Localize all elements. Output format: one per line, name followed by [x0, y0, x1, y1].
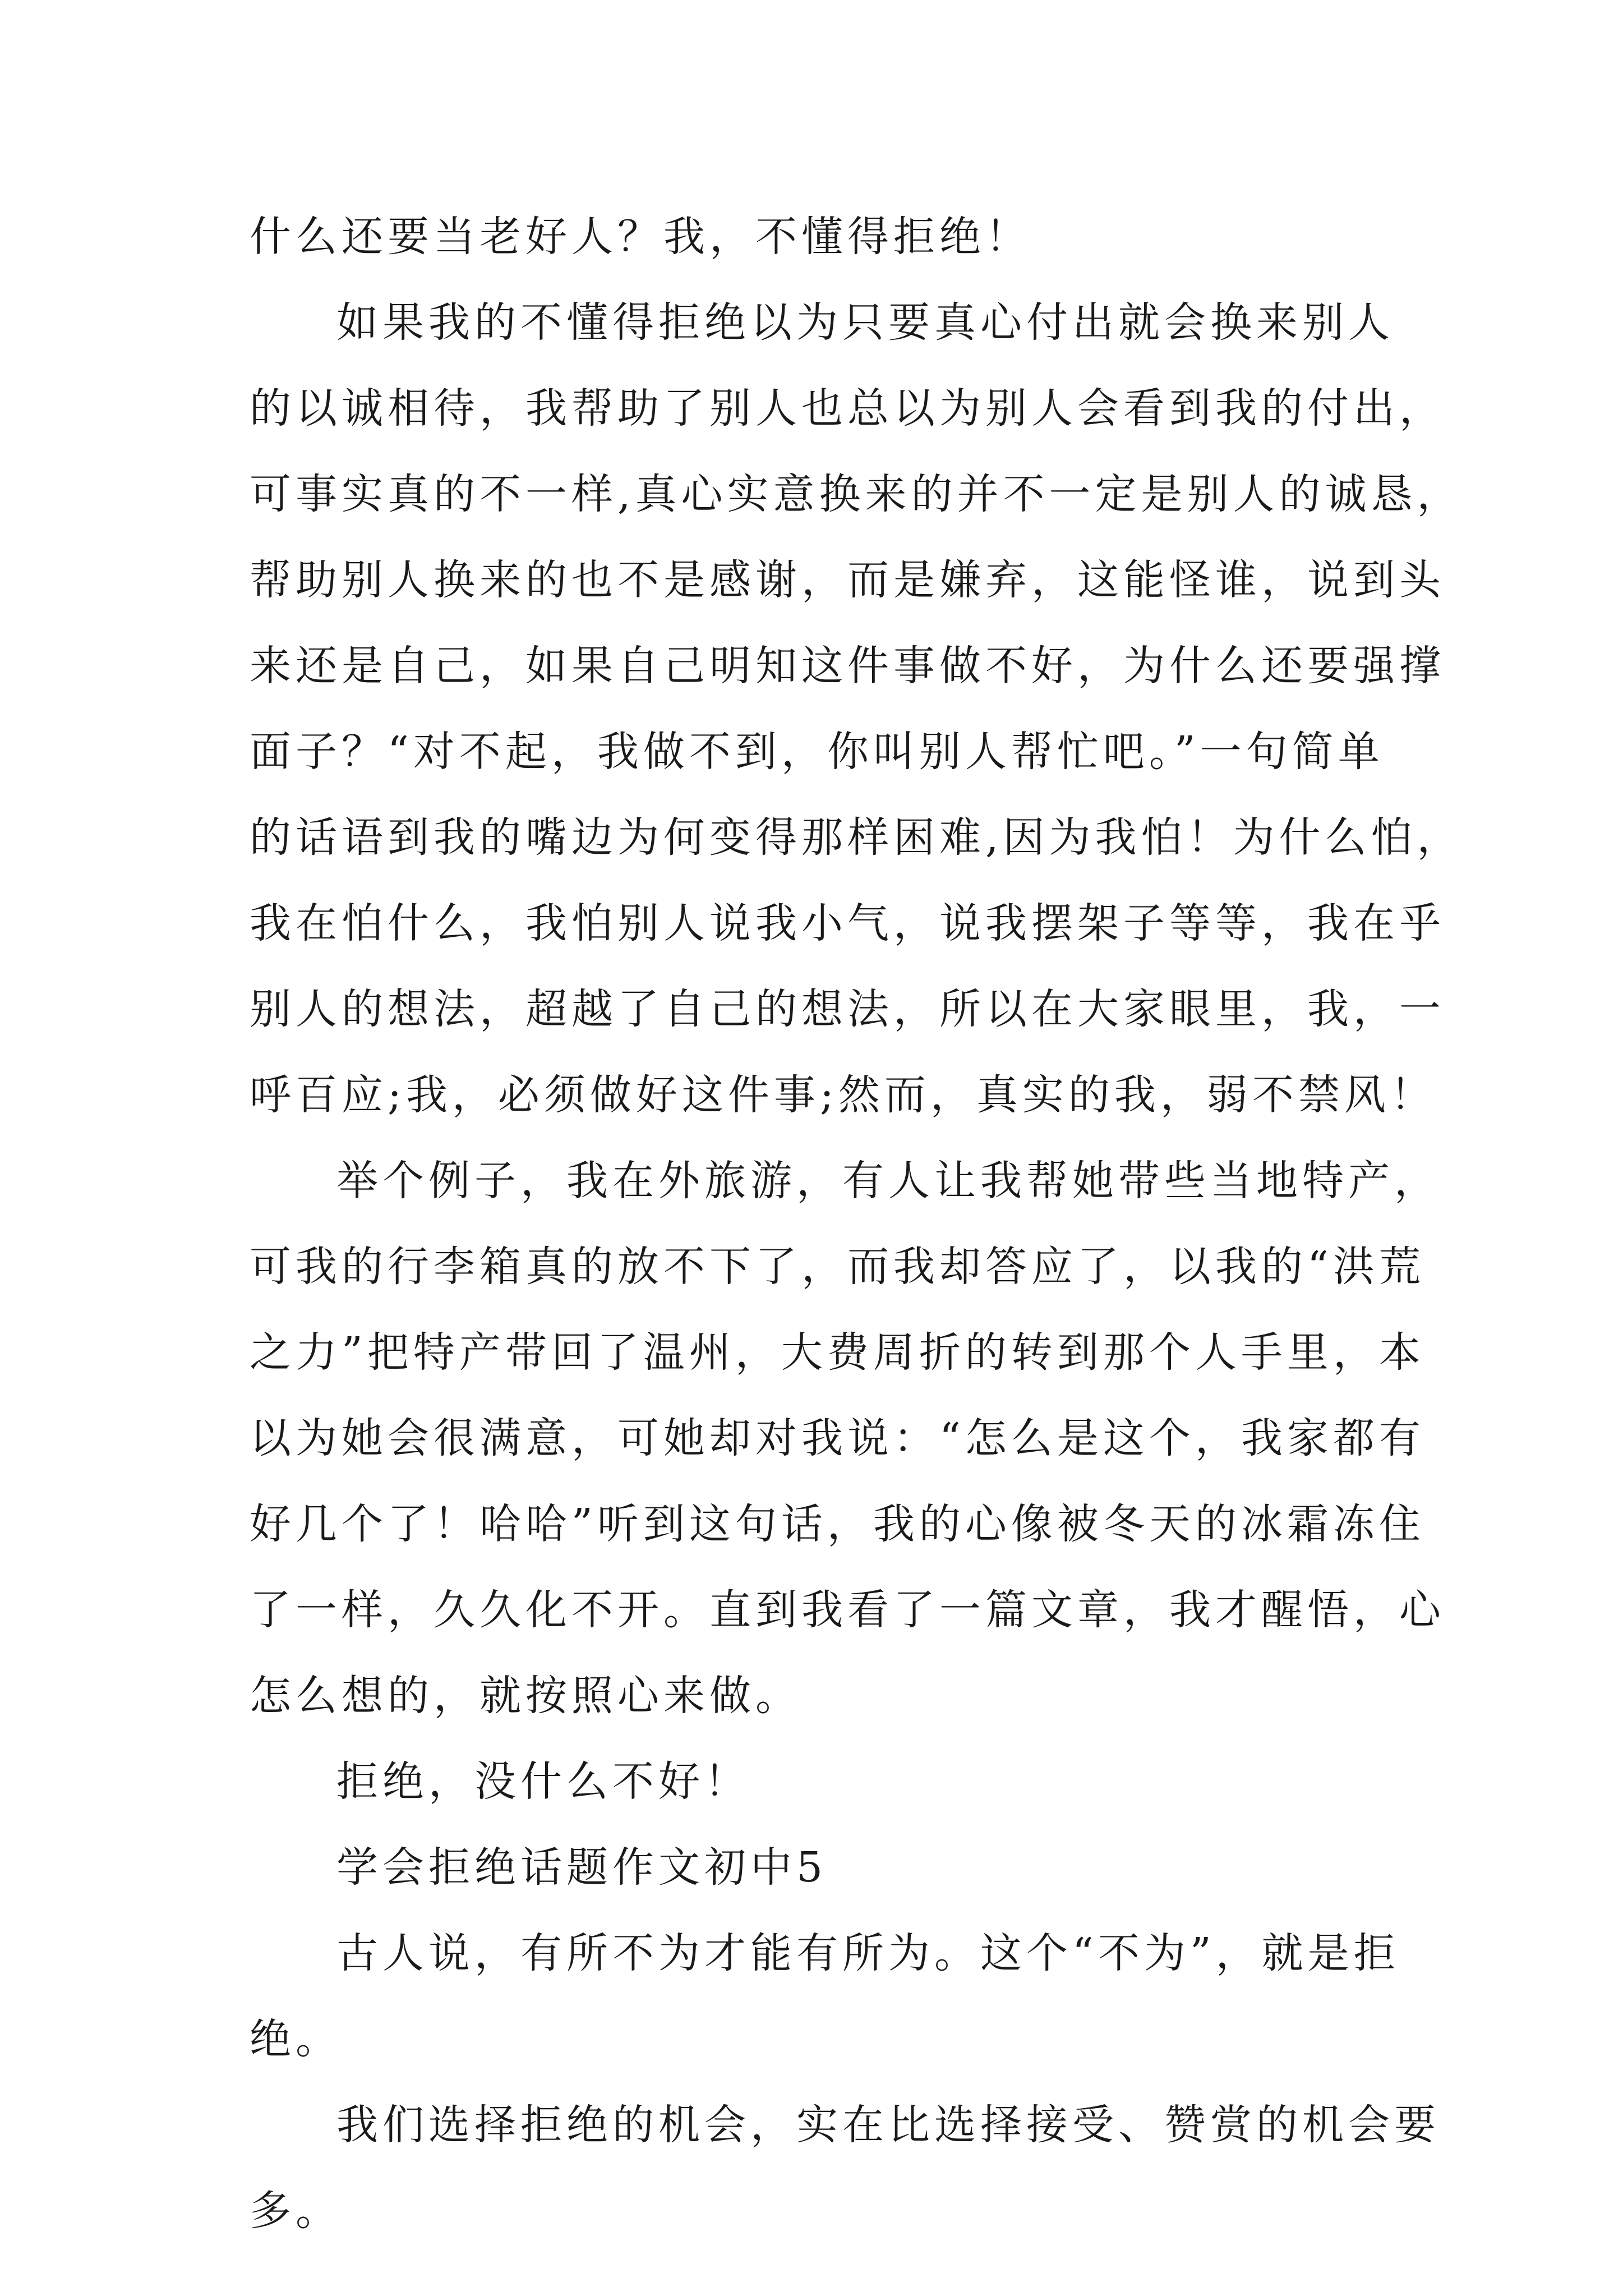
text-line: 好几个了！哈哈”听到这句话，我的心像被冬天的冰霜冻住 [250, 1500, 1425, 1548]
text-line: 可事实真的不一样,真心实意换来的并不一定是别人的诚恳， [250, 470, 1463, 518]
text-line: 绝。 [250, 2015, 342, 2063]
text-line: 多。 [250, 2187, 342, 2235]
text-line: 可我的行李箱真的放不下了，而我却答应了，以我的“洪荒 [250, 1243, 1425, 1291]
text-line: 来还是自己，如果自己明知这件事做不好，为什么还要强撑 [250, 642, 1445, 690]
text-line: 的话语到我的嘴边为何变得那样困难,因为我怕！为什么怕， [250, 813, 1463, 862]
text-line: 面子？“对不起，我做不到，你叫别人帮忙吧。”一句简单 [250, 728, 1384, 776]
text-line: 拒绝，没什么不好！ [336, 1757, 750, 1806]
text-line: 什么还要当老好人？我，不懂得拒绝！ [250, 213, 1031, 261]
text-line: 别人的想法，超越了自己的想法，所以在大家眼里，我，一 [250, 985, 1445, 1033]
section-heading: 学会拒绝话题作文初中5 [336, 1843, 828, 1892]
text-line: 怎么想的，就按照心来做。 [250, 1672, 801, 1720]
text-line: 了一样，久久化不开。直到我看了一篇文章，我才醒悟，心 [250, 1586, 1445, 1634]
text-line: 之力”把特产带回了温州，大费周折的转到那个人手里，本 [250, 1328, 1425, 1377]
text-line: 我们选择拒绝的机会，实在比选择接受、赞赏的机会要 [336, 2101, 1440, 2149]
text-line: 以为她会很满意，可她却对我说：“怎么是这个，我家都有 [250, 1414, 1425, 1462]
text-line: 古人说，有所不为才能有所为。这个“不为”，就是拒 [336, 1929, 1400, 1977]
text-line: 呼百应;我，必须做好这件事;然而，真实的我，弱不禁风！ [250, 1071, 1436, 1119]
text-line: 如果我的不懂得拒绝以为只要真心付出就会换来别人 [336, 298, 1394, 347]
text-line: 我在怕什么，我怕别人说我小气，说我摆架子等等，我在乎 [250, 899, 1445, 947]
text-line: 帮助别人换来的也不是感谢，而是嫌弃，这能怪谁，说到头 [250, 556, 1445, 604]
text-line: 举个例子，我在外旅游，有人让我帮她带些当地特产， [336, 1157, 1440, 1205]
text-line: 的以诚相待，我帮助了别人也总以为别人会看到我的付出， [250, 384, 1445, 432]
